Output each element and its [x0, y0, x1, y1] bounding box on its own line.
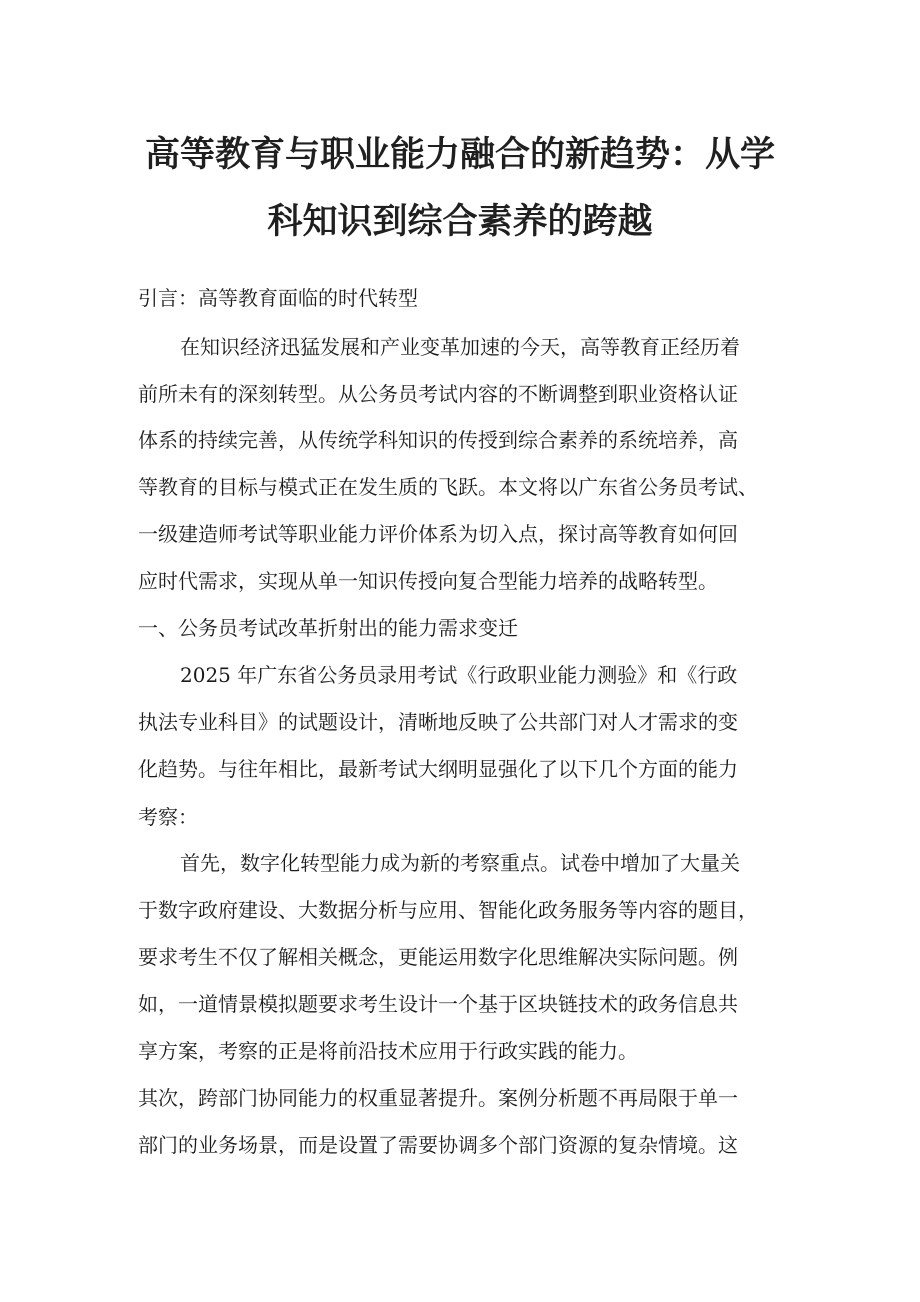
section-heading-1: 一、公务员考试改革折射出的能力需求变迁 [138, 616, 518, 640]
paragraph-line: 体系的持续完善，从传统学科知识的传授到综合素养的系统培养，高 [138, 428, 738, 452]
paragraph-line: 2025 年广东省公务员录用考试《行政职业能力测验》和《行政 [180, 663, 738, 687]
paragraph-line: 部门的业务场景，而是设置了需要协调多个部门资源的复杂情境。这 [138, 1133, 738, 1157]
paragraph-line: 首先，数字化转型能力成为新的考察重点。试卷中增加了大量关 [180, 851, 740, 875]
paragraph-line: 应时代需求，实现从单一知识传授向复合型能力培养的战略转型。 [138, 569, 718, 593]
document-title-line-2: 科知识到综合素养的跨越 [267, 202, 653, 242]
paragraph-line: 如，一道情景模拟题要求考生设计一个基于区块链技术的政务信息共 [138, 992, 738, 1016]
paragraph-line: 前所未有的深刻转型。从公务员考试内容的不断调整到职业资格认证 [138, 382, 738, 406]
paragraph-line: 于数字政府建设、大数据分析与应用、智能化政务服务等内容的题目， [138, 898, 758, 922]
paragraph-line: 一级建造师考试等职业能力评价体系为切入点，探讨高等教育如何回 [138, 522, 738, 546]
paragraph-line: 考察： [138, 805, 198, 829]
paragraph-line: 其次，跨部门协同能力的权重显著提升。案例分析题不再局限于单一 [138, 1086, 738, 1110]
paragraph-line: 化趋势。与往年相比，最新考试大纲明显强化了以下几个方面的能力 [138, 757, 738, 781]
paragraph-line: 享方案，考察的正是将前沿技术应用于行政实践的能力。 [138, 1039, 638, 1063]
paragraph-line: 要求考生不仅了解相关概念，更能运用数字化思维解决实际问题。例 [138, 945, 738, 969]
section-heading-intro: 引言：高等教育面临的时代转型 [138, 286, 418, 310]
paragraph-line: 在知识经济迅猛发展和产业变革加速的今天，高等教育正经历着 [180, 335, 740, 359]
paragraph-line: 等教育的目标与模式正在发生质的飞跃。本文将以广东省公务员考试、 [138, 475, 758, 499]
paragraph-line: 执法专业科目》的试题设计，清晰地反映了公共部门对人才需求的变 [138, 710, 738, 734]
document-title-line-1: 高等教育与职业能力融合的新趋势：从学 [144, 135, 775, 175]
